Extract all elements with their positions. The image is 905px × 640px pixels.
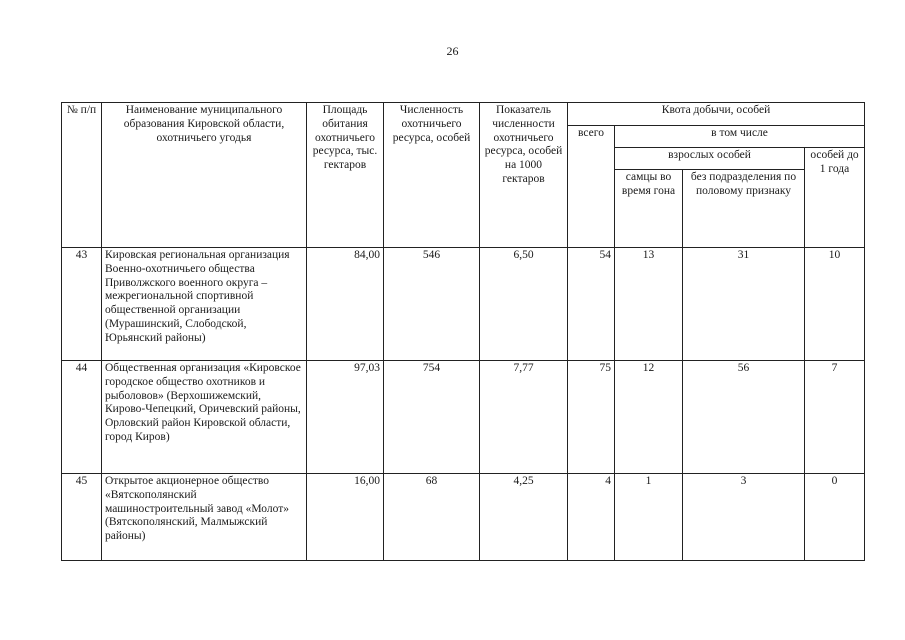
- cell-total: 75: [568, 361, 615, 474]
- header-num: № п/п: [62, 103, 102, 248]
- cell-males: 13: [615, 248, 683, 361]
- cell-males: 1: [615, 474, 683, 561]
- header-adults: взрослых особей: [615, 148, 805, 170]
- cell-under-year: 10: [805, 248, 865, 361]
- cell-population: 754: [384, 361, 480, 474]
- header-quota: Квота добычи, особей: [568, 103, 865, 126]
- cell-under-year: 0: [805, 474, 865, 561]
- cell-name: Общественная организация «Кировское городское общество охотников и рыболовов» (Верхошижемский, Кирово-Чепецкий, Оричевский районы, Орловский район Кировской области, город Киров): [102, 361, 307, 474]
- table-row: [62, 248, 865, 361]
- cell-no-sex: 3: [683, 474, 805, 561]
- header-name: Наименование муниципального образования Кировской области, охотничьего угодья: [102, 103, 307, 248]
- table-row: [62, 361, 865, 474]
- cell-area: 16,00: [307, 474, 384, 561]
- cell-density: 4,25: [480, 474, 568, 561]
- cell-under-year: 7: [805, 361, 865, 474]
- page-number: 26: [446, 44, 459, 58]
- cell-name: Открытое акционерное общество «Вятскополянский машиностроительный завод «Молот» (Вятскополянский, Малмыжский районы): [102, 474, 307, 561]
- cell-total: 4: [568, 474, 615, 561]
- cell-num: 43: [62, 248, 102, 361]
- header-males: самцы во время гона: [615, 170, 683, 248]
- cell-no-sex: 56: [683, 361, 805, 474]
- table-row: [62, 474, 865, 561]
- header-density: Показатель численности охотничьего ресурса, особей на 1000 гектаров: [480, 103, 568, 248]
- cell-area: 97,03: [307, 361, 384, 474]
- header-no-sex: без подразделения по половому признаку: [683, 170, 805, 248]
- cell-population: 546: [384, 248, 480, 361]
- cell-males: 12: [615, 361, 683, 474]
- cell-no-sex: 31: [683, 248, 805, 361]
- header-population: Численность охотничьего ресурса, особей: [384, 103, 480, 248]
- cell-num: 44: [62, 361, 102, 474]
- cell-name: Кировская региональная организация Военно-охотничьего общества Приволжского военного округа – межрегиональной спортивной общественной организации (Мурашинский, Слободской, Юрьянский районы): [102, 248, 307, 361]
- cell-area: 84,00: [307, 248, 384, 361]
- cell-population: 68: [384, 474, 480, 561]
- hunting-quota-table: [61, 102, 865, 561]
- cell-num: 45: [62, 474, 102, 561]
- cell-density: 7,77: [480, 361, 568, 474]
- header-total: всего: [568, 126, 615, 248]
- cell-total: 54: [568, 248, 615, 361]
- header-area: Площадь обитания охотничьего ресурса, тыс. гектаров: [307, 103, 384, 248]
- header-under-year: особей до 1 года: [805, 148, 865, 248]
- cell-density: 6,50: [480, 248, 568, 361]
- header-including: в том числе: [615, 126, 865, 148]
